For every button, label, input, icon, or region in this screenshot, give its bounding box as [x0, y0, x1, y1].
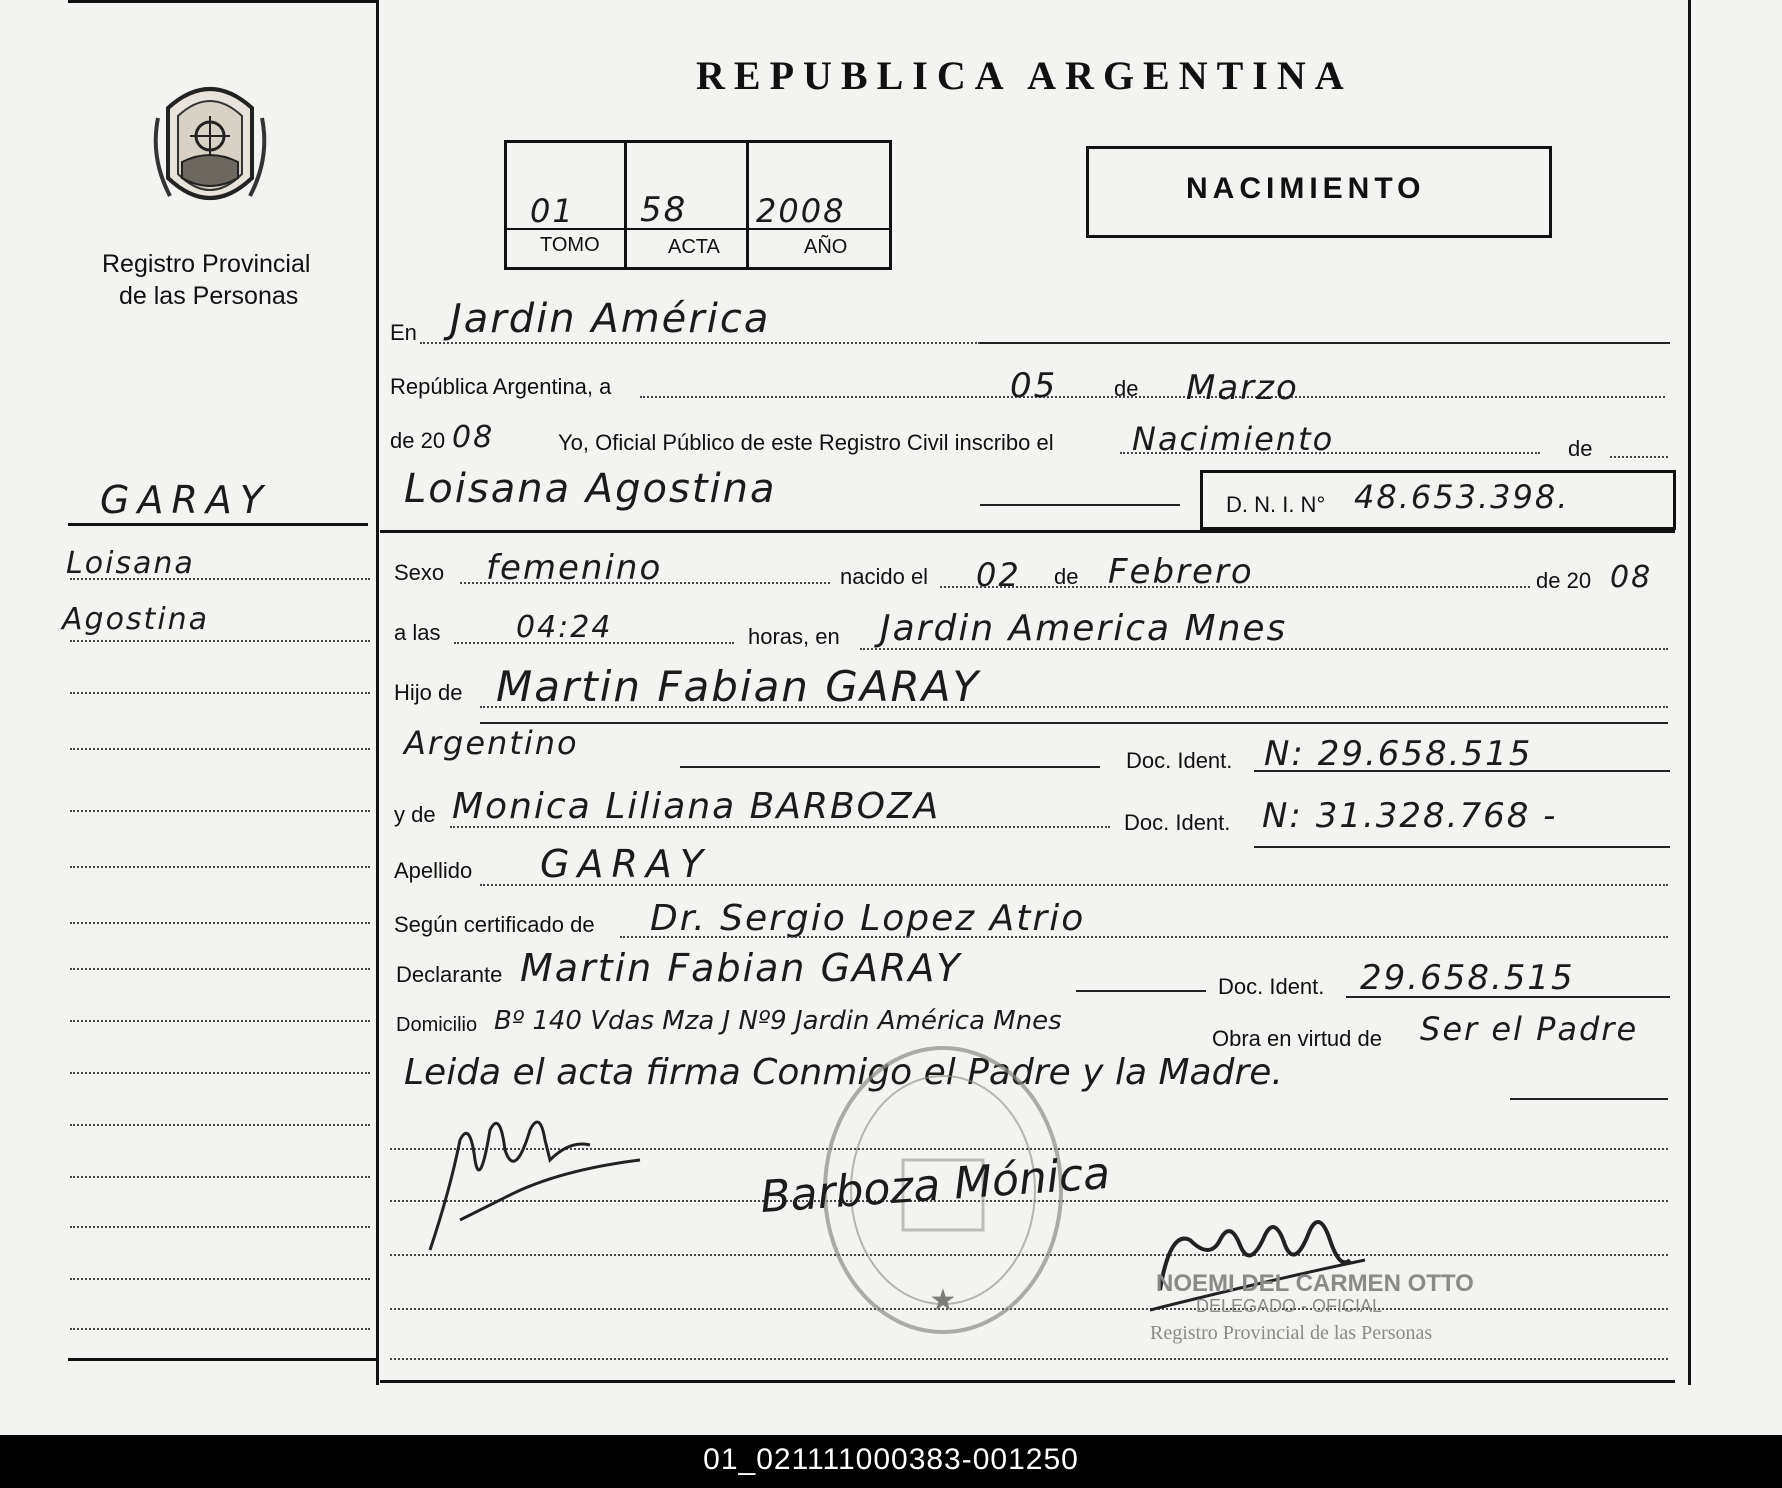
margin-line — [70, 578, 370, 580]
declarante-doc: 29.658.515 — [1360, 958, 1575, 998]
margin-surname: GARAY — [100, 478, 272, 522]
mother-value: Monica Liliana BARBOZA — [452, 786, 941, 827]
signature-mother: Barboza Mónica — [758, 1147, 1112, 1224]
left-bottom-rule — [68, 1358, 376, 1361]
declarante-doc-line — [1346, 996, 1670, 998]
margin-line — [70, 1124, 370, 1126]
en-label: En — [390, 320, 417, 345]
left-border — [376, 0, 379, 1385]
nacido-day: 02 — [976, 556, 1021, 594]
declarante-line — [1076, 990, 1206, 992]
margin-line — [70, 1278, 370, 1280]
day-value: 05 — [1010, 366, 1058, 406]
time-value: 04:24 — [516, 610, 613, 645]
mother-doc-line — [1254, 846, 1670, 848]
agency-line-1: Registro Provincial — [102, 250, 311, 278]
margin-line — [70, 692, 370, 694]
bottom-rule — [380, 1380, 1675, 1383]
sexo-dots — [460, 582, 830, 584]
acta-label: ACTA — [668, 236, 720, 258]
official-name: NOEMI DEL CARMEN OTTO — [1156, 1270, 1474, 1297]
margin-line — [70, 866, 370, 868]
certificado-label: Según certificado de — [394, 912, 595, 937]
declarante-label: Declarante — [396, 962, 503, 987]
inscribo-value: Nacimiento — [1132, 420, 1335, 458]
apellido-value: GARAY — [540, 842, 712, 886]
father-doc: N: 29.658.515 — [1264, 734, 1533, 774]
ano-value: 2008 — [756, 192, 846, 230]
margin-surname-rule — [68, 523, 368, 526]
act-type: NACIMIENTO — [1186, 172, 1426, 205]
mother-dots — [450, 826, 1110, 828]
republica-dots — [640, 396, 1665, 398]
mother-doc: N: 31.328.768 - — [1262, 796, 1558, 836]
certificado-dots — [620, 936, 1668, 938]
right-border — [1688, 0, 1691, 1385]
margin-line — [70, 1020, 370, 1022]
time-dots — [454, 642, 734, 644]
leida-line — [1510, 1098, 1668, 1100]
margin-line — [70, 922, 370, 924]
apellido-dots — [480, 884, 1668, 886]
nacido-label: nacido el — [840, 564, 929, 589]
doc-ident-label: Doc. Ident. — [1126, 748, 1233, 773]
obra-label: Obra en virtud de — [1212, 1026, 1382, 1051]
nationality-line — [680, 766, 1100, 768]
margin-line — [70, 1176, 370, 1178]
dni-value: 48.653.398. — [1354, 478, 1570, 516]
scan-footer — [0, 1435, 1782, 1488]
father-rule — [480, 722, 1668, 724]
republica-label: República Argentina, a — [390, 374, 612, 399]
margin-line — [70, 748, 370, 750]
official-agency: Registro Provincial de las Personas — [1150, 1322, 1433, 1344]
inscribo-dots — [1120, 452, 1540, 454]
en-value: Jardin América — [450, 296, 771, 342]
declarante-value: Martin Fabian GARAY — [520, 946, 962, 990]
de2-dots — [1610, 456, 1668, 458]
doc-ident-label-2: Doc. Ident. — [1124, 810, 1231, 835]
father-nationality: Argentino — [404, 724, 579, 762]
ano-label: AÑO — [804, 236, 848, 258]
tomo-label: TOMO — [540, 234, 600, 256]
place-value: Jardin America Mnes — [880, 608, 1288, 649]
domicilio-label: Domicilio — [396, 1014, 478, 1036]
margin-line — [70, 1328, 370, 1330]
de-label-2: de — [1568, 436, 1593, 461]
place-dots — [860, 648, 1668, 650]
acta-value: 58 — [640, 190, 688, 230]
svg-text:★: ★ — [929, 1284, 957, 1317]
agency-line-2: de las Personas — [119, 282, 299, 310]
sexo-label: Sexo — [394, 560, 445, 585]
margin-line — [70, 640, 370, 642]
margin-line — [70, 810, 370, 812]
horas-label: horas, en — [748, 624, 840, 649]
margin-line — [70, 1226, 370, 1228]
father-doc-line — [1254, 770, 1670, 772]
year-value: 08 — [452, 420, 495, 455]
domicilio-value: Bº 140 Vdas Mza J Nº9 Jardin América Mnes — [494, 1006, 1062, 1036]
nacido-year: 08 — [1610, 560, 1653, 595]
hijo-label: Hijo de — [394, 680, 463, 705]
month-value: Marzo — [1186, 368, 1299, 408]
father-value: Martin Fabian GARAY — [496, 662, 981, 711]
margin-line — [70, 1072, 370, 1074]
provincial-seal — [150, 78, 270, 218]
dni-rule — [380, 530, 1675, 533]
certificado-value: Dr. Sergio Lopez Atrio — [650, 898, 1086, 939]
country-title: REPUBLICA ARGENTINA — [696, 53, 1353, 98]
sexo-value: femenino — [486, 548, 663, 588]
leida-value: Leida el acta firma Conmigo el Padre y la Madre. — [404, 1052, 1283, 1093]
alas-label: a las — [394, 620, 441, 645]
doc-ident-label-3: Doc. Ident. — [1218, 974, 1325, 999]
obra-value: Ser el Padre — [1420, 1010, 1639, 1048]
en-line — [980, 342, 1670, 344]
name-line — [980, 504, 1180, 506]
margin-name-1: Loisana — [66, 546, 195, 581]
signature-father — [420, 1100, 660, 1260]
nacido-month: Febrero — [1108, 552, 1254, 592]
oficial-text: Yo, Oficial Público de este Registro Civil inscribo el — [558, 430, 1054, 455]
name-value: Loisana Agostina — [404, 466, 777, 512]
blank-line — [390, 1358, 1668, 1360]
registry-divider — [624, 140, 627, 267]
top-left-rule — [68, 0, 376, 3]
en-dots — [420, 342, 980, 344]
nacido-dots — [940, 586, 1530, 588]
margin-name-2: Agostina — [62, 602, 210, 637]
de-label-3: de — [1054, 564, 1079, 589]
father-dots — [480, 706, 1668, 708]
signature-father-icon — [420, 1100, 660, 1260]
year-prefix: de 20 — [390, 428, 446, 453]
tomo-value: 01 — [530, 192, 575, 230]
yde-label: y de — [394, 802, 436, 827]
margin-line — [70, 968, 370, 970]
apellido-label: Apellido — [394, 858, 473, 883]
official-title: DELEGADO - OFICIAL — [1196, 1296, 1383, 1316]
registry-divider — [746, 140, 749, 267]
de-label: de — [1114, 376, 1139, 401]
de20-label: de 20 — [1536, 568, 1592, 593]
seal-icon — [150, 78, 270, 218]
scan-code: 01_021111000383-001250 — [703, 1443, 1079, 1476]
dni-label: D. N. I. N° — [1226, 492, 1326, 517]
